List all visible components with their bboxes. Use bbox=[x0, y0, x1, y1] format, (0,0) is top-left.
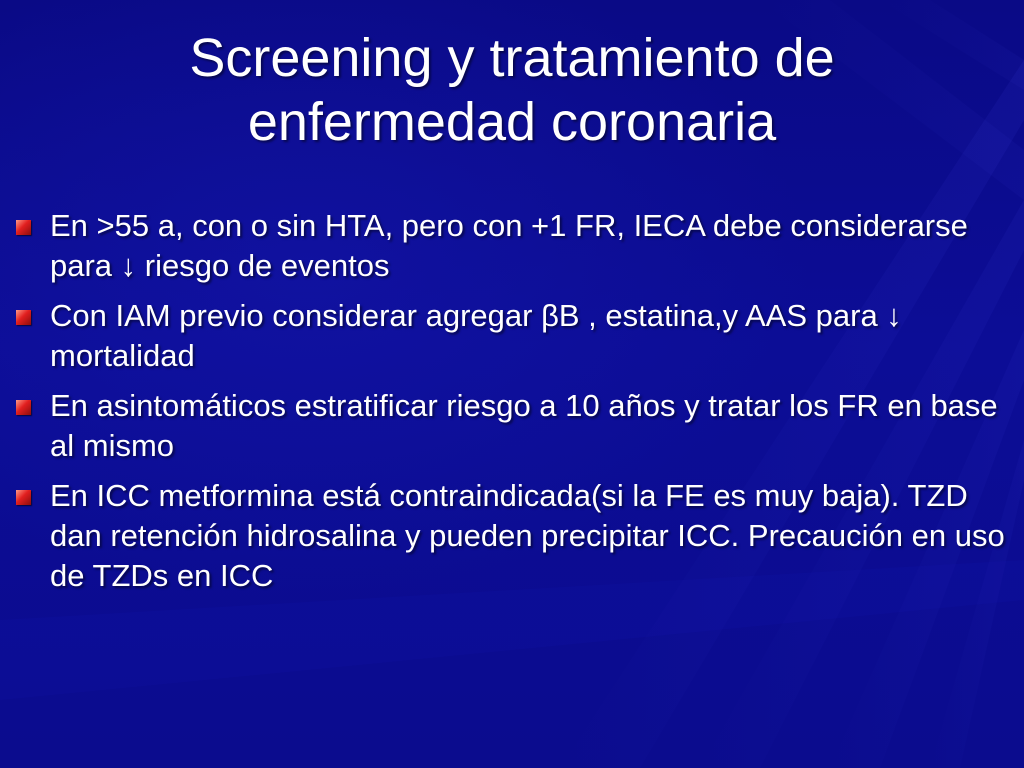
bullet-text: En asintomáticos estratificar riesgo a 10 años y tratar los FR en base al mismo bbox=[50, 388, 998, 463]
square-bullet-icon bbox=[16, 490, 31, 505]
bullet-text: En >55 a, con o sin HTA, pero con +1 FR, IECA debe considerarse para ↓ riesgo de eventos bbox=[50, 208, 968, 283]
bullet-text: Con IAM previo considerar agregar βB , estatina,y AAS para ↓ mortalidad bbox=[50, 298, 902, 373]
bullet-text: En ICC metformina está contraindicada(si la FE es muy baja). TZD dan retención hidrosalina y pueden precipitar ICC. Precaución en uso de TZDs en ICC bbox=[50, 478, 1005, 593]
bullet-item bbox=[14, 476, 1010, 596]
bullet-item bbox=[14, 296, 1010, 376]
square-bullet-icon bbox=[16, 400, 31, 415]
slide-title-line-2: enfermedad coronaria bbox=[247, 92, 777, 152]
slide-title bbox=[60, 26, 964, 154]
square-bullet-icon bbox=[16, 220, 31, 235]
bullet-item bbox=[14, 386, 1010, 466]
bullet-list bbox=[14, 206, 1010, 606]
slide-title-line-1: Screening y tratamiento de bbox=[189, 28, 835, 88]
square-bullet-icon bbox=[16, 310, 31, 325]
bullet-item bbox=[14, 206, 1010, 286]
